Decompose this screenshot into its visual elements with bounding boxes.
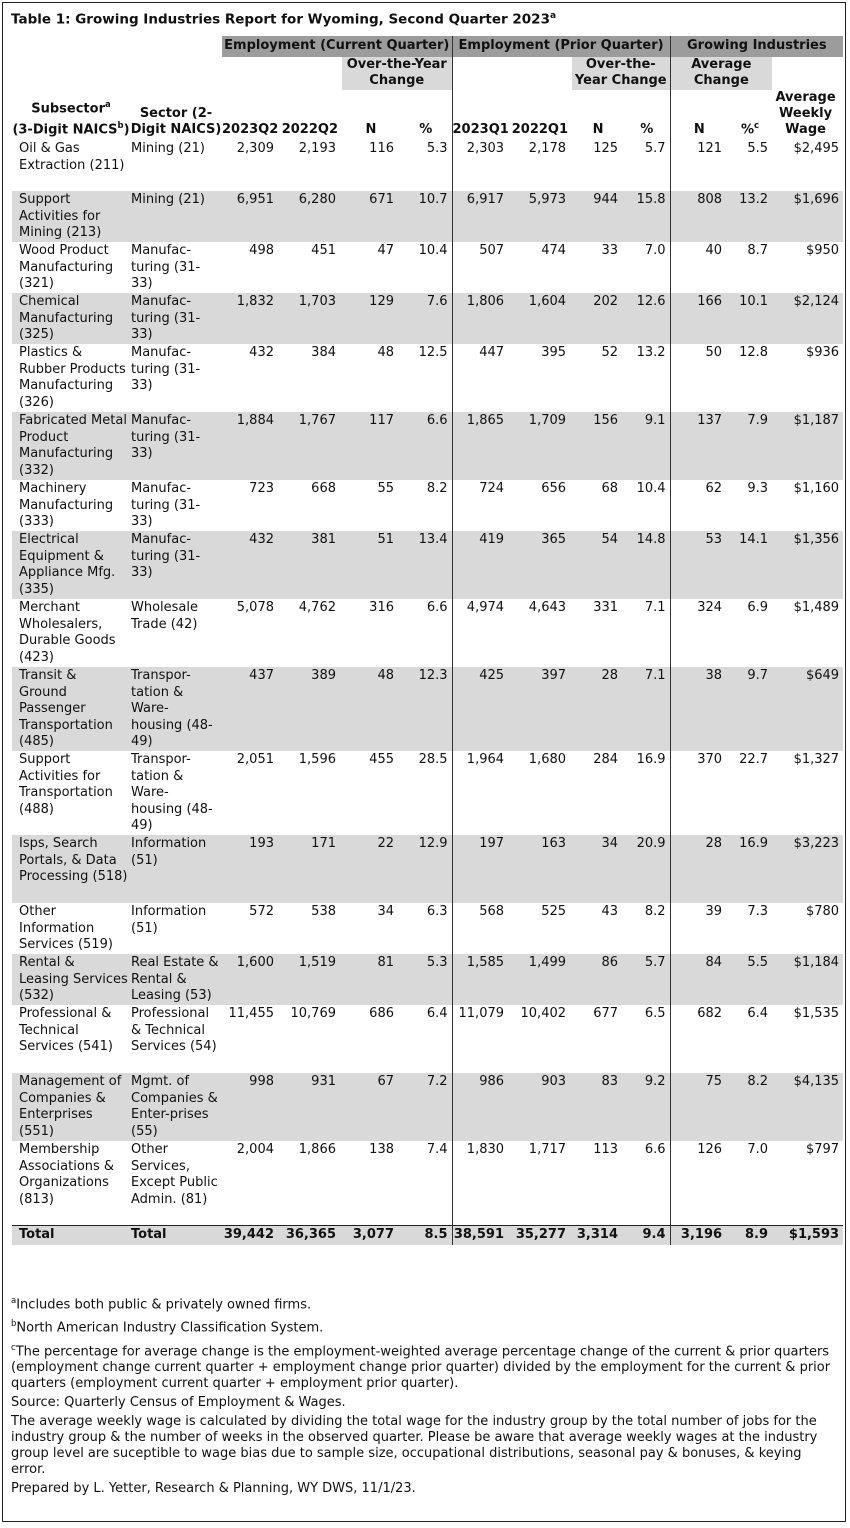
growing-pct-cell: 10.1 bbox=[728, 293, 772, 344]
cur-2022q2-cell: 1,767 bbox=[280, 412, 342, 480]
prior-2022q1-cell: 397 bbox=[510, 667, 572, 751]
prior-2022q1-cell: 1,499 bbox=[510, 954, 572, 1005]
prior-2022q1-cell: 474 bbox=[541, 243, 567, 258]
table-row bbox=[12, 293, 843, 344]
subsector-cell: Oil & Gas Extraction (211) bbox=[19, 141, 125, 173]
growing-n-cell: 38 bbox=[670, 667, 728, 751]
col-current-n: N bbox=[365, 122, 377, 137]
table-row bbox=[12, 1073, 843, 1141]
prior-2022q1-cell: 1,604 bbox=[510, 293, 572, 344]
prior-change-pct-cell: 5.7 bbox=[624, 954, 670, 1005]
total-growing-n-cell: 3,196 bbox=[670, 1225, 728, 1245]
prior-2023q1-cell: 986 bbox=[452, 1073, 510, 1141]
wage-cell: $936 bbox=[805, 345, 840, 360]
col-2023q1: 2023Q1 bbox=[452, 90, 510, 140]
growing-n-cell: 75 bbox=[670, 1073, 728, 1141]
wage-cell: $1,696 bbox=[772, 191, 843, 242]
prior-2023q1-cell: 6,917 bbox=[452, 191, 510, 242]
growing-pct-cell: 5.5 bbox=[747, 141, 769, 156]
cur-change-n-cell: 34 bbox=[377, 904, 394, 919]
prior-change-n-cell: 202 bbox=[572, 293, 624, 344]
prior-2023q1-cell: 507 bbox=[452, 242, 510, 293]
cur-change-n-cell: 47 bbox=[377, 243, 394, 258]
wage-cell: $3,223 bbox=[772, 835, 843, 903]
subsector-cell: Electrical Equipment & Appliance Mfg. (335) bbox=[12, 531, 130, 599]
group-prior-quarter: Employment (Prior Quarter) bbox=[452, 36, 670, 57]
growing-pct-cell: 8.7 bbox=[747, 243, 769, 258]
prior-change-pct-cell: 16.9 bbox=[636, 752, 666, 767]
cur-2022q2-cell: 1,703 bbox=[280, 293, 342, 344]
cur-2022q2-cell: 1,596 bbox=[298, 752, 336, 767]
table-row bbox=[12, 954, 843, 1005]
cur-change-pct-cell: 6.6 bbox=[426, 600, 448, 615]
cur-2023q2-cell: 432 bbox=[222, 531, 280, 599]
table-row bbox=[12, 903, 843, 954]
cur-change-n-cell: 671 bbox=[342, 191, 400, 242]
growing-pct-cell: 16.9 bbox=[728, 835, 772, 903]
cur-change-n-cell: 455 bbox=[369, 752, 394, 767]
prior-change-pct-cell: 8.2 bbox=[644, 904, 666, 919]
cur-2022q2-cell: 10,769 bbox=[290, 1006, 336, 1021]
subsector-cell: Support Activities for Mining (213) bbox=[12, 191, 130, 242]
growing-n-cell: 40 bbox=[670, 242, 728, 293]
prior-change-n-cell: 284 bbox=[593, 752, 619, 767]
growing-n-cell: 137 bbox=[670, 412, 728, 480]
prior-2022q1-cell: 163 bbox=[510, 835, 572, 903]
table-title bbox=[11, 11, 556, 28]
prior-2022q1-cell: 1,709 bbox=[510, 412, 572, 480]
cur-change-pct-cell: 10.4 bbox=[418, 243, 448, 258]
sector-cell: Manufac-turing (31-33) bbox=[131, 481, 201, 529]
wage-cell: $649 bbox=[772, 667, 843, 751]
footnote-b: $^b$North American Industry Classification System. bbox=[11, 1319, 324, 1336]
total-prior-2022q1-cell: 35,277 bbox=[510, 1225, 572, 1245]
subsector-cell: Chemical Manufacturing (325) bbox=[12, 293, 130, 344]
cur-change-pct-cell: 28.5 bbox=[418, 752, 448, 767]
prepared-by-note: Prepared by L. Yetter, Research & Planning, WY DWS, 11/1/23. bbox=[11, 1480, 416, 1496]
footnotes bbox=[11, 1293, 839, 1500]
wage-cell: $1,535 bbox=[793, 1006, 840, 1021]
growing-n-cell: 324 bbox=[670, 599, 728, 667]
prior-change-pct-cell: 6.5 bbox=[644, 1006, 666, 1021]
prior-change-n-cell: 34 bbox=[572, 835, 624, 903]
growing-n-cell: 126 bbox=[670, 1141, 728, 1225]
subsector-cell: Rental & Leasing Services (532) bbox=[12, 954, 130, 1005]
cur-change-n-cell: 48 bbox=[342, 667, 400, 751]
cur-change-pct-cell: 5.3 bbox=[400, 954, 452, 1005]
cur-change-pct-cell: 6.4 bbox=[426, 1006, 448, 1021]
col-average-weekly-wage: Average Weekly Wage bbox=[775, 90, 836, 137]
col-current-pct: % bbox=[419, 122, 433, 137]
total-wage-cell: $1,593 bbox=[772, 1225, 843, 1245]
cur-2022q2-cell: 389 bbox=[280, 667, 342, 751]
sector-cell: Real Estate & Rental & Leasing (53) bbox=[130, 954, 222, 1005]
prior-change-pct-cell: 9.1 bbox=[624, 412, 670, 480]
prior-change-n-cell: 944 bbox=[572, 191, 624, 242]
column-header-row bbox=[12, 90, 843, 140]
group-header-row bbox=[12, 36, 843, 57]
cur-change-pct-cell: 12.3 bbox=[400, 667, 452, 751]
cur-2022q2-cell: 1,519 bbox=[280, 954, 342, 1005]
growing-n-cell: 28 bbox=[670, 835, 728, 903]
group-growing-industries: Growing Industries bbox=[670, 36, 843, 57]
growing-pct-cell: 8.2 bbox=[728, 1073, 772, 1141]
wage-cell: $4,135 bbox=[772, 1073, 843, 1141]
cur-change-n-cell: 48 bbox=[377, 345, 394, 360]
cur-2023q2-cell: 1,884 bbox=[222, 412, 280, 480]
prior-2023q1-cell: 1,964 bbox=[452, 751, 510, 835]
subsector-cell: Plastics & Rubber Products Manufacturing (326) bbox=[19, 345, 126, 410]
table-row bbox=[12, 531, 843, 599]
growing-n-cell: 53 bbox=[670, 531, 728, 599]
subsector-cell: Support Activities for Transportation (488) bbox=[19, 752, 113, 817]
wage-cell: $1,356 bbox=[772, 531, 843, 599]
sector-cell: Professional & Technical Services (54) bbox=[131, 1006, 217, 1054]
prior-2023q1-cell: 419 bbox=[452, 531, 510, 599]
subsector-cell: Other Information Services (519) bbox=[19, 904, 113, 952]
cur-change-n-cell: 129 bbox=[342, 293, 400, 344]
growing-pct-cell: 6.4 bbox=[747, 1006, 769, 1021]
growing-pct-cell: 6.9 bbox=[747, 600, 769, 615]
prior-change-n-cell: 33 bbox=[601, 243, 619, 258]
cur-change-n-cell: 117 bbox=[342, 412, 400, 480]
prior-2023q1-cell: 1,830 bbox=[452, 1141, 510, 1225]
prior-2023q1-cell: 11,079 bbox=[452, 1005, 510, 1073]
footnote-a: $^a$Includes both public & privately owned firms. bbox=[11, 1296, 312, 1313]
subgroup-oty-prior: Over-the-Year Change bbox=[572, 57, 670, 90]
prior-2022q1-cell: 5,973 bbox=[510, 191, 572, 242]
cur-change-pct-cell: 13.4 bbox=[400, 531, 452, 599]
table-row bbox=[12, 1005, 843, 1073]
prior-change-pct-cell: 14.8 bbox=[624, 531, 670, 599]
col-prior-n: N bbox=[592, 122, 604, 137]
cur-2023q2-cell: 437 bbox=[222, 667, 280, 751]
growing-pct-cell: 14.1 bbox=[728, 531, 772, 599]
cur-2022q2-cell: 6,280 bbox=[280, 191, 342, 242]
prior-2023q1-cell: 568 bbox=[452, 903, 510, 954]
cur-change-n-cell: 22 bbox=[342, 835, 400, 903]
prior-2022q1-cell: 1,680 bbox=[528, 752, 567, 767]
prior-change-pct-cell: 6.6 bbox=[644, 1142, 666, 1157]
prior-2023q1-cell: 2,303 bbox=[452, 140, 510, 191]
cur-2023q2-cell: 193 bbox=[222, 835, 280, 903]
subsector-cell: Isps, Search Portals, & Data Processing (518) bbox=[12, 835, 130, 903]
prior-change-pct-cell: 7.0 bbox=[644, 243, 666, 258]
col-subsector: Subsector$^a$ (3-Digit NAICS$^b$) bbox=[12, 100, 130, 137]
cur-2022q2-cell: 171 bbox=[280, 835, 342, 903]
col-2022q1: 2022Q1 bbox=[511, 122, 569, 137]
sector-cell: Transpor-tation & Ware-housing (48-49) bbox=[131, 752, 213, 833]
cur-2022q2-cell: 1,866 bbox=[298, 1142, 336, 1157]
col-sector: Sector (2-Digit NAICS) bbox=[130, 106, 222, 137]
subgroup-oty-current: Over-the-Year Change bbox=[342, 57, 452, 90]
prior-2022q1-cell: 395 bbox=[541, 345, 567, 360]
growing-n-cell: 808 bbox=[670, 191, 728, 242]
growing-pct-cell: 9.3 bbox=[747, 481, 769, 496]
total-prior-change-n-cell: 3,314 bbox=[572, 1225, 624, 1245]
total-subsector-cell: Total bbox=[12, 1225, 130, 1245]
sector-cell: Manufac-turing (31-33) bbox=[130, 293, 222, 344]
prior-2022q1-cell: 525 bbox=[541, 904, 567, 919]
growing-pct-cell: 5.5 bbox=[728, 954, 772, 1005]
cur-change-n-cell: 51 bbox=[342, 531, 400, 599]
cur-change-pct-cell: 7.2 bbox=[400, 1073, 452, 1141]
prior-2023q1-cell: 1,585 bbox=[452, 954, 510, 1005]
cur-2023q2-cell: 2,309 bbox=[236, 141, 274, 156]
col-2022q2: 2022Q2 bbox=[281, 122, 338, 137]
prior-change-n-cell: 331 bbox=[593, 600, 619, 615]
subsector-cell: Management of Companies & Enterprises (551) bbox=[12, 1073, 130, 1141]
table-row bbox=[12, 242, 843, 293]
prior-change-pct-cell: 13.2 bbox=[636, 345, 666, 360]
prior-change-pct-cell: 7.1 bbox=[644, 600, 666, 615]
growing-pct-cell: 7.0 bbox=[747, 1142, 769, 1157]
growing-pct-cell: 12.8 bbox=[739, 345, 769, 360]
table-row bbox=[12, 344, 843, 412]
col-prior-pct: % bbox=[640, 122, 654, 137]
subsector-cell: Merchant Wholesalers, Durable Goods (423) bbox=[19, 600, 116, 665]
prior-change-pct-cell: 9.2 bbox=[624, 1073, 670, 1141]
growing-pct-cell: 9.7 bbox=[728, 667, 772, 751]
growing-n-cell: 39 bbox=[670, 903, 728, 954]
growing-n-cell: 62 bbox=[670, 480, 728, 531]
sector-cell: Other Services, Except Public Admin. (81) bbox=[131, 1142, 218, 1207]
growing-n-cell: 84 bbox=[670, 954, 728, 1005]
prior-change-n-cell: 43 bbox=[601, 904, 619, 919]
wage-cell: $1,327 bbox=[793, 752, 840, 767]
cur-change-n-cell: 116 bbox=[369, 141, 394, 156]
prior-2022q1-cell: 1,717 bbox=[528, 1142, 567, 1157]
sector-cell: Manufac-turing (31-33) bbox=[131, 345, 201, 393]
cur-2023q2-cell: 572 bbox=[249, 904, 274, 919]
footnote-c: $^c$The percentage for average change is the employment-weighted average percentage change of the current & prior quarters (employment change current quarter + employment change prior quarter) divided by the employment for the current & prior quarters (employment current quarter + employment prior quarter). bbox=[11, 1342, 831, 1391]
subsector-cell: Professional & Technical Services (541) bbox=[19, 1006, 113, 1054]
cur-2022q2-cell: 538 bbox=[311, 904, 336, 919]
prior-2022q1-cell: 365 bbox=[510, 531, 572, 599]
subsector-cell: Transit & Ground Passenger Transportation (485) bbox=[12, 667, 130, 751]
cur-2023q2-cell: 723 bbox=[249, 481, 274, 496]
prior-change-n-cell: 125 bbox=[593, 141, 619, 156]
prior-2022q1-cell: 4,643 bbox=[528, 600, 567, 615]
prior-2023q1-cell: 197 bbox=[452, 835, 510, 903]
cur-2022q2-cell: 451 bbox=[311, 243, 336, 258]
col-2023q2: 2023Q2 bbox=[222, 122, 279, 137]
cur-2023q2-cell: 6,951 bbox=[222, 191, 280, 242]
cur-change-n-cell: 686 bbox=[369, 1006, 394, 1021]
title-footnote-marker: a bbox=[549, 11, 557, 21]
cur-2022q2-cell: 4,762 bbox=[298, 600, 336, 615]
growing-pct-cell: 22.7 bbox=[739, 752, 769, 767]
table-row bbox=[12, 667, 843, 751]
subsector-cell: Machinery Manufacturing (333) bbox=[19, 481, 114, 529]
growing-n-cell: 166 bbox=[670, 293, 728, 344]
prior-change-n-cell: 83 bbox=[572, 1073, 624, 1141]
prior-change-n-cell: 113 bbox=[593, 1142, 619, 1157]
sector-cell: Mining (21) bbox=[130, 191, 222, 242]
cur-change-pct-cell: 10.7 bbox=[400, 191, 452, 242]
sector-cell: Mining (21) bbox=[131, 141, 205, 156]
report-frame bbox=[2, 2, 846, 1522]
subgroup-header-row bbox=[12, 57, 843, 90]
prior-2023q1-cell: 1,806 bbox=[452, 293, 510, 344]
cur-change-pct-cell: 7.4 bbox=[426, 1142, 448, 1157]
table-row bbox=[12, 412, 843, 480]
prior-change-pct-cell: 10.4 bbox=[636, 481, 666, 496]
growing-pct-cell: 7.3 bbox=[747, 904, 769, 919]
prior-2022q1-cell: 656 bbox=[541, 481, 567, 496]
sector-cell: Wholesale Trade (42) bbox=[131, 600, 199, 632]
table-row bbox=[12, 751, 843, 835]
growing-n-cell: 370 bbox=[670, 751, 728, 835]
growing-n-cell: 50 bbox=[670, 344, 728, 412]
table-row bbox=[12, 140, 843, 191]
cur-2022q2-cell: 381 bbox=[280, 531, 342, 599]
total-cur-change-pct-cell: 8.5 bbox=[400, 1225, 452, 1245]
prior-2023q1-cell: 4,974 bbox=[452, 599, 510, 667]
sector-cell: Transpor-tation & Ware-housing (48-49) bbox=[130, 667, 222, 751]
prior-2022q1-cell: 10,402 bbox=[520, 1006, 567, 1021]
total-growing-pct-cell: 8.9 bbox=[728, 1225, 772, 1245]
growing-industries-table bbox=[12, 36, 843, 1245]
subsector-cell: Wood Product Manufacturing (321) bbox=[19, 243, 114, 291]
sector-cell: Manufac-turing (31-33) bbox=[131, 243, 201, 291]
prior-2022q1-cell: 903 bbox=[510, 1073, 572, 1141]
cur-2023q2-cell: 2,004 bbox=[236, 1142, 274, 1157]
table-row bbox=[12, 599, 843, 667]
cur-2023q2-cell: 2,051 bbox=[236, 752, 274, 767]
total-cur-2022q2-cell: 36,365 bbox=[280, 1225, 342, 1245]
cur-change-pct-cell: 7.6 bbox=[400, 293, 452, 344]
table-row bbox=[12, 835, 843, 903]
subsector-cell: Membership Associations & Organizations (813) bbox=[19, 1142, 115, 1207]
cur-2023q2-cell: 998 bbox=[222, 1073, 280, 1141]
prior-change-n-cell: 156 bbox=[572, 412, 624, 480]
cur-change-n-cell: 55 bbox=[377, 481, 394, 496]
prior-change-n-cell: 677 bbox=[593, 1006, 619, 1021]
prior-2023q1-cell: 1,865 bbox=[452, 412, 510, 480]
cur-2022q2-cell: 2,193 bbox=[298, 141, 336, 156]
cur-2023q2-cell: 1,832 bbox=[222, 293, 280, 344]
prior-2023q1-cell: 447 bbox=[452, 344, 510, 412]
table-row bbox=[12, 1141, 843, 1225]
cur-change-n-cell: 138 bbox=[369, 1142, 394, 1157]
cur-change-pct-cell: 6.3 bbox=[426, 904, 448, 919]
total-sector-cell: Total bbox=[130, 1225, 222, 1245]
wage-cell: $2,495 bbox=[793, 141, 840, 156]
title-text: Table 1: Growing Industries Report for Wyoming, Second Quarter 2023 bbox=[11, 11, 550, 28]
prior-change-n-cell: 54 bbox=[572, 531, 624, 599]
group-current-quarter: Employment (Current Quarter) bbox=[222, 36, 452, 57]
prior-change-n-cell: 52 bbox=[601, 345, 619, 360]
cur-change-pct-cell: 8.2 bbox=[426, 481, 448, 496]
cur-2023q2-cell: 432 bbox=[249, 345, 274, 360]
wage-cell: $2,124 bbox=[772, 293, 843, 344]
cur-change-n-cell: 316 bbox=[369, 600, 394, 615]
sector-cell: Information (51) bbox=[131, 904, 207, 936]
sector-cell: Manufac-turing (31-33) bbox=[130, 412, 222, 480]
cur-2022q2-cell: 384 bbox=[311, 345, 336, 360]
cur-change-n-cell: 67 bbox=[342, 1073, 400, 1141]
wage-note: The average weekly wage is calculated by dividing the total wage for the industry group by the total number of jobs for the industry group & the number of weeks in the observed quarter. Please be aware that average weekly wages at the industry group level are suceptible to wage bias due to sample size, occupational distributions, seasonal pay & bonuses, & keying error. bbox=[11, 1413, 818, 1477]
prior-2023q1-cell: 724 bbox=[452, 480, 510, 531]
cur-2023q2-cell: 498 bbox=[249, 243, 274, 258]
cur-2022q2-cell: 668 bbox=[311, 481, 336, 496]
total-cur-change-n-cell: 3,077 bbox=[342, 1225, 400, 1245]
wage-cell: $780 bbox=[805, 904, 840, 919]
table-row bbox=[12, 191, 843, 242]
cur-change-n-cell: 81 bbox=[342, 954, 400, 1005]
prior-2022q1-cell: 2,178 bbox=[528, 141, 567, 156]
cur-change-pct-cell: 6.6 bbox=[400, 412, 452, 480]
wage-cell: $1,184 bbox=[772, 954, 843, 1005]
wage-cell: $1,187 bbox=[772, 412, 843, 480]
growing-n-cell: 121 bbox=[670, 140, 728, 191]
prior-change-pct-cell: 12.6 bbox=[624, 293, 670, 344]
total-prior-2023q1-cell: 38,591 bbox=[452, 1225, 510, 1245]
prior-change-n-cell: 68 bbox=[601, 481, 619, 496]
cur-2022q2-cell: 931 bbox=[280, 1073, 342, 1141]
sector-cell: Information (51) bbox=[130, 835, 222, 903]
growing-pct-cell: 7.9 bbox=[728, 412, 772, 480]
col-growing-pct: %$^c$ bbox=[741, 120, 760, 137]
wage-cell: $950 bbox=[805, 243, 840, 258]
source-note: Source: Quarterly Census of Employment & Wages. bbox=[11, 1394, 346, 1410]
cur-change-pct-cell: 12.9 bbox=[400, 835, 452, 903]
growing-n-cell: 682 bbox=[670, 1005, 728, 1073]
total-cur-2023q2-cell: 39,442 bbox=[222, 1225, 280, 1245]
prior-change-pct-cell: 20.9 bbox=[624, 835, 670, 903]
prior-change-pct-cell: 15.8 bbox=[624, 191, 670, 242]
total-prior-change-pct-cell: 9.4 bbox=[624, 1225, 670, 1245]
prior-2023q1-cell: 425 bbox=[452, 667, 510, 751]
col-growing-n: N bbox=[670, 90, 728, 140]
sector-cell: Manufac-turing (31-33) bbox=[130, 531, 222, 599]
cur-2023q2-cell: 1,600 bbox=[222, 954, 280, 1005]
wage-cell: $1,489 bbox=[793, 600, 840, 615]
subsector-cell: Fabricated Metal Product Manufacturing (332) bbox=[12, 412, 130, 480]
cur-change-pct-cell: 12.5 bbox=[418, 345, 448, 360]
prior-change-pct-cell: 7.1 bbox=[624, 667, 670, 751]
prior-change-n-cell: 28 bbox=[572, 667, 624, 751]
cur-2023q2-cell: 11,455 bbox=[228, 1006, 274, 1021]
prior-change-pct-cell: 5.7 bbox=[644, 141, 666, 156]
wage-cell: $1,160 bbox=[793, 481, 840, 496]
cur-change-pct-cell: 5.3 bbox=[426, 141, 448, 156]
total-row bbox=[12, 1225, 843, 1245]
cur-2023q2-cell: 5,078 bbox=[236, 600, 274, 615]
table-row bbox=[12, 480, 843, 531]
wage-cell: $797 bbox=[805, 1142, 840, 1157]
growing-pct-cell: 13.2 bbox=[728, 191, 772, 242]
subgroup-average-change: Average Change bbox=[670, 57, 772, 90]
sector-cell: Mgmt. of Companies & Enter-prises (55) bbox=[130, 1073, 222, 1141]
prior-change-n-cell: 86 bbox=[572, 954, 624, 1005]
